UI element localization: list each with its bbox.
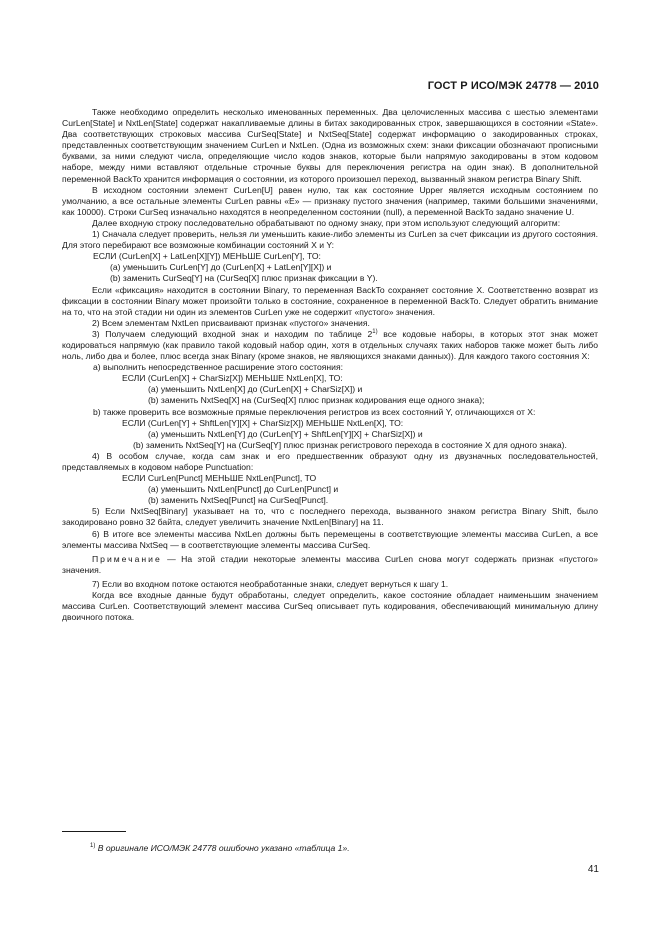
note-label: Примечание	[92, 553, 162, 564]
footnote-ref: 1)	[372, 328, 378, 335]
paragraph: В исходном состоянии элемент CurLen[U] равен нулю, так как состояние Upper является исходным состоянием по умолчанию, а все остальные элементы CurLen равны «E» — признаку пустого значения (например, такими большими значениями, как 10000). Строки CurSeq изначально находятся в неопределенном состоянии (null), а переменной BackTo задано значение U.	[62, 184, 598, 217]
algorithm-step-7: 7) Если во входном потоке остаются необработанные знаки, следует вернуться к шагу 1.	[92, 578, 449, 589]
condition: ЕСЛИ CurLen[Punct] МЕНЬШЕ NxtLen[Punct], ТО	[122, 473, 317, 484]
main-text	[62, 107, 598, 623]
algorithm-step-2: 2) Всем элементам NxtLen присваивают признак «пустого» значения.	[92, 317, 370, 328]
sub-action: (а) уменьшить NxtLen[Y] до (CurLen[Y] + ShftLen[Y][X] + CharSiz[X]) и	[148, 428, 423, 439]
sub-action: (b) заменить NxtSeq[Y] на (CurSeq[Y] плюс признак регистрового перехода в состояние X для одного знака).	[133, 439, 567, 450]
sub-action: (а) уменьшить NxtLen[X] до (CurLen[X] + CharSiz[X]) и	[148, 384, 363, 395]
paragraph: Также необходимо определить несколько именованных переменных. Два целочисленных массива с шестью элементами CurLen[State] и NxtLen[State] содержат накапливаемые длины в битах закодированных строк, завершающихся в состоянии «State». Два соответствующих строковых массива CurSeq[State] и NxtSeq[State] содержат информацию о закодированных строках, представленных соответствующим значением CurLen и NxtLen. (Одна из возможных схем: знаки фиксации обозначают прописными буквами, за ними следуют числа, определяющие число кодов знаков, которые были напрямую закодированы в этом кодовом наборе, между ними вставляют отдельные строчные буквы для переключения регистра на один знак). В дополнительной переменной BackTo хранится информация о состоянии, из которого произошел переход, вызванный знаком регистра Binary Shift.	[62, 107, 598, 184]
note-text: — На этой стадии некоторые элементы массива CurLen снова могут содержать признак «пустого» значения.	[62, 553, 598, 575]
condition: ЕСЛИ (CurLen[X] + CharSiz[X]) МЕНЬШЕ NxtLen[X], ТО:	[122, 373, 343, 384]
algorithm-step-5: 5) Если NxtSeq[Binary] указывает на то, что с последнего перехода, вызванного знаком регистра Binary Shift, было закодировано ровно 32 байта, следует увеличить значение NxtLen[Binary] на 11.	[62, 506, 598, 528]
sub-action: (b) заменить NxtSeq[X] на (CurSeq[X] плюс признак кодирования еще одного знака);	[148, 395, 485, 406]
sub-action: (а) уменьшить CurLen[Y] до (CurLen[X] + LatLen[Y][X]) и	[110, 262, 332, 273]
condition: ЕСЛИ (CurLen[Y] + ShftLen[Y][X] + CharSiz[X]) МЕНЬШЕ NxtLen[X], ТО:	[122, 417, 404, 428]
sub-step-b: b) также проверить все возможные прямые переключения регистров из всех состояний Y, отличающихся от X:	[93, 406, 536, 417]
sub-action: (а) уменьшить NxtLen[Punct] до CurLen[Punct] и	[148, 484, 339, 495]
condition: ЕСЛИ (CurLen[X] + LatLen[X][Y]) МЕНЬШЕ CurLen[Y], ТО:	[93, 251, 321, 262]
step-3-text-a: 3) Получаем следующий входной знак и находим по таблице 2	[92, 328, 373, 339]
paragraph: Если «фиксация» находится в состоянии Binary, то переменная BackTo сохраняет состояние X. Соответственно возврат из фиксации в состоянии Binary может произойти только в состояние, сохраненное в переменной BackTo. Следует обратить внимание на то, что на этой стадии ни один из элементов CurLen уже не содержит «пустого» значения.	[62, 284, 598, 317]
paragraph: Когда все входные данные будут обработаны, следует определить, какое состояние обладает наименьшим значением массива CurLen. Соответствующий элемент массива CurSeq описывает путь кодирования, обеспечивающий минимальную длину двоичного потока.	[62, 590, 598, 623]
algorithm-step-4: 4) В особом случае, когда сам знак и его предшественник образуют одну из двузначных последовательностей, представляемых в кодовом наборе Punctuation:	[62, 450, 598, 472]
footnote	[90, 843, 350, 853]
step-3-text-b: все кодовые наборы, в которых этот знак может кодироваться напрямую (как правило такой кодовый набор один, хотя в отдельных случаях таких наборов также может быть либо ноль, либо два и более, плюс всегда знак Binary (кроме знаков, не являющихся знаками данных)). Для каждого такого состояния X:	[62, 328, 599, 362]
sub-action: (b) заменить NxtSeq[Punct] на CurSeq[Punct].	[148, 495, 329, 506]
footnote-marker: 1)	[90, 843, 96, 849]
page-number: 41	[587, 864, 599, 875]
sub-action: (b) заменить CurSeq[Y] на (CurSeq[X] плюс признак фиксации в Y).	[110, 273, 378, 284]
sub-step-a: а) выполнить непосредственное расширение этого состояния:	[93, 362, 344, 373]
algorithm-step-3	[62, 329, 598, 362]
footnote-divider	[62, 831, 126, 832]
note	[62, 554, 598, 576]
algorithm-step-6: 6) В итоге все элементы массива NxtLen должны быть перемещены в соответствующие элементы массива CurLen, а все элементы массива NxtSeq — в соответствующие элементы массива CurSeq.	[62, 528, 598, 550]
paragraph: Далее входную строку последовательно обрабатывают по одному знаку, при этом используют следующий алгоритм:	[92, 217, 561, 228]
footnote-text: В оригинале ИСО/МЭК 24778 ошибочно указано «таблица 1».	[97, 843, 350, 853]
algorithm-step-1: 1) Сначала следует проверить, нельзя ли уменьшить какие-либо элементы из CurLen за счет фиксации из другого состояния. Для этого перебирают все возможные комбинации состояний X и Y:	[62, 229, 598, 251]
standard-header: ГОСТ Р ИСО/МЭК 24778 — 2010	[427, 80, 599, 92]
